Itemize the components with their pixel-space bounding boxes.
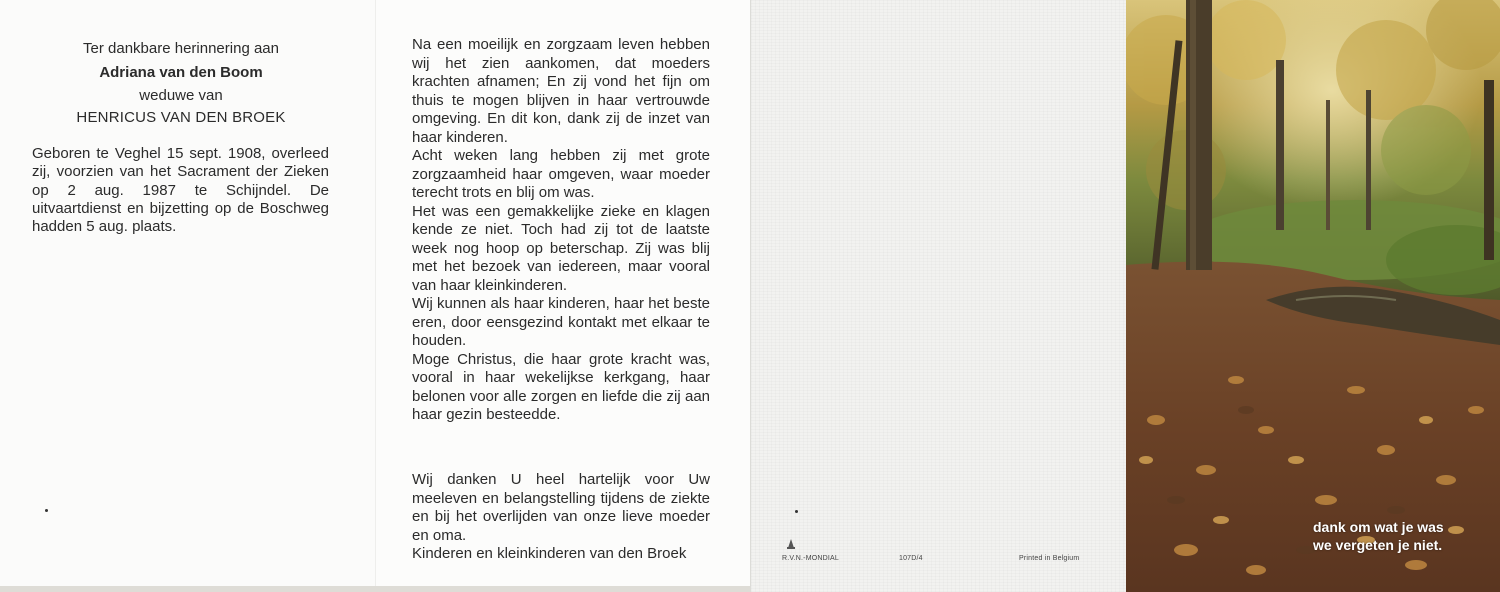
memorial-body bbox=[412, 36, 710, 425]
spouse-name: HENRICUS VAN DEN BROEK bbox=[76, 109, 286, 126]
publisher-label: R.V.N.-MONDIAL bbox=[782, 555, 839, 562]
paragraph-3: Het was een gemakkelijke zieke en klagen kende ze niet. Toch had zij tot de laatste week nog hoop op beterschap. Zij was blij met het bezoek van iedereen, maar vooral van haar kleinkinderen. bbox=[412, 202, 710, 294]
back-panel bbox=[750, 0, 1126, 592]
speck bbox=[45, 509, 48, 512]
paragraph-4: Wij kunnen als haar kinderen, haar het beste eren, door eensgezind kontakt met elkaar te houden. bbox=[412, 295, 710, 349]
printed-in-label: Printed in Belgium bbox=[1019, 555, 1080, 562]
widow-line: weduwe van bbox=[139, 87, 223, 104]
intro-line: Ter dankbare herinnering aan bbox=[83, 40, 279, 57]
caption-line-1: dank om wat je was bbox=[1313, 519, 1444, 535]
photo-caption bbox=[1313, 518, 1444, 554]
thanks-text: Wij danken U heel hartelijk voor Uw meeleven en belangstelling tijdens de ziekte en bij het overlijden van onze lieve moeder en oma. bbox=[412, 471, 710, 544]
paragraph-1: Na een moeilijk en zorgzaam leven hebben wij het zien aankomen, dat moeders krachten afnamen; En zij vond het fijn om thuis te mogen blijven in haar vertrouwde omgeving. En dit kon, dank zij de inzet van haar kinderen. bbox=[412, 36, 710, 146]
paragraph-2: Acht weken lang hebben zij met grote zorgzaamheid haar omgeven, waar moeder terecht trots en blij om was. bbox=[412, 147, 710, 201]
publisher-logo-icon bbox=[786, 537, 796, 549]
print-code: 107D/4 bbox=[899, 555, 923, 562]
caption-line-2: we vergeten je niet. bbox=[1313, 537, 1443, 553]
deceased-name: Adriana van den Boom bbox=[99, 64, 263, 81]
card-edge bbox=[0, 586, 750, 592]
biography-text: Geboren te Veghel 15 sept. 1908, overleed zij, voorzien van het Sacrament der Zieken op 2 aug. 1987 te Schijndel. De uitvaartdienst en bijzetting op de Boschweg hadden 5 aug. plaats. bbox=[32, 145, 329, 236]
forest-photo-panel bbox=[1126, 0, 1500, 592]
remembrance-panel bbox=[0, 0, 375, 592]
thanks-block bbox=[412, 471, 710, 564]
speck bbox=[795, 510, 798, 513]
autumn-forest-photo bbox=[1126, 0, 1500, 592]
paragraph-5: Moge Christus, die haar grote kracht was, vooral in haar wekelijkse kerkgang, haar belonen voor alle zorgen en liefde die zij aan haar gezin besteedde. bbox=[412, 350, 710, 423]
signature-text: Kinderen en kleinkinderen van den Broek bbox=[412, 545, 687, 562]
